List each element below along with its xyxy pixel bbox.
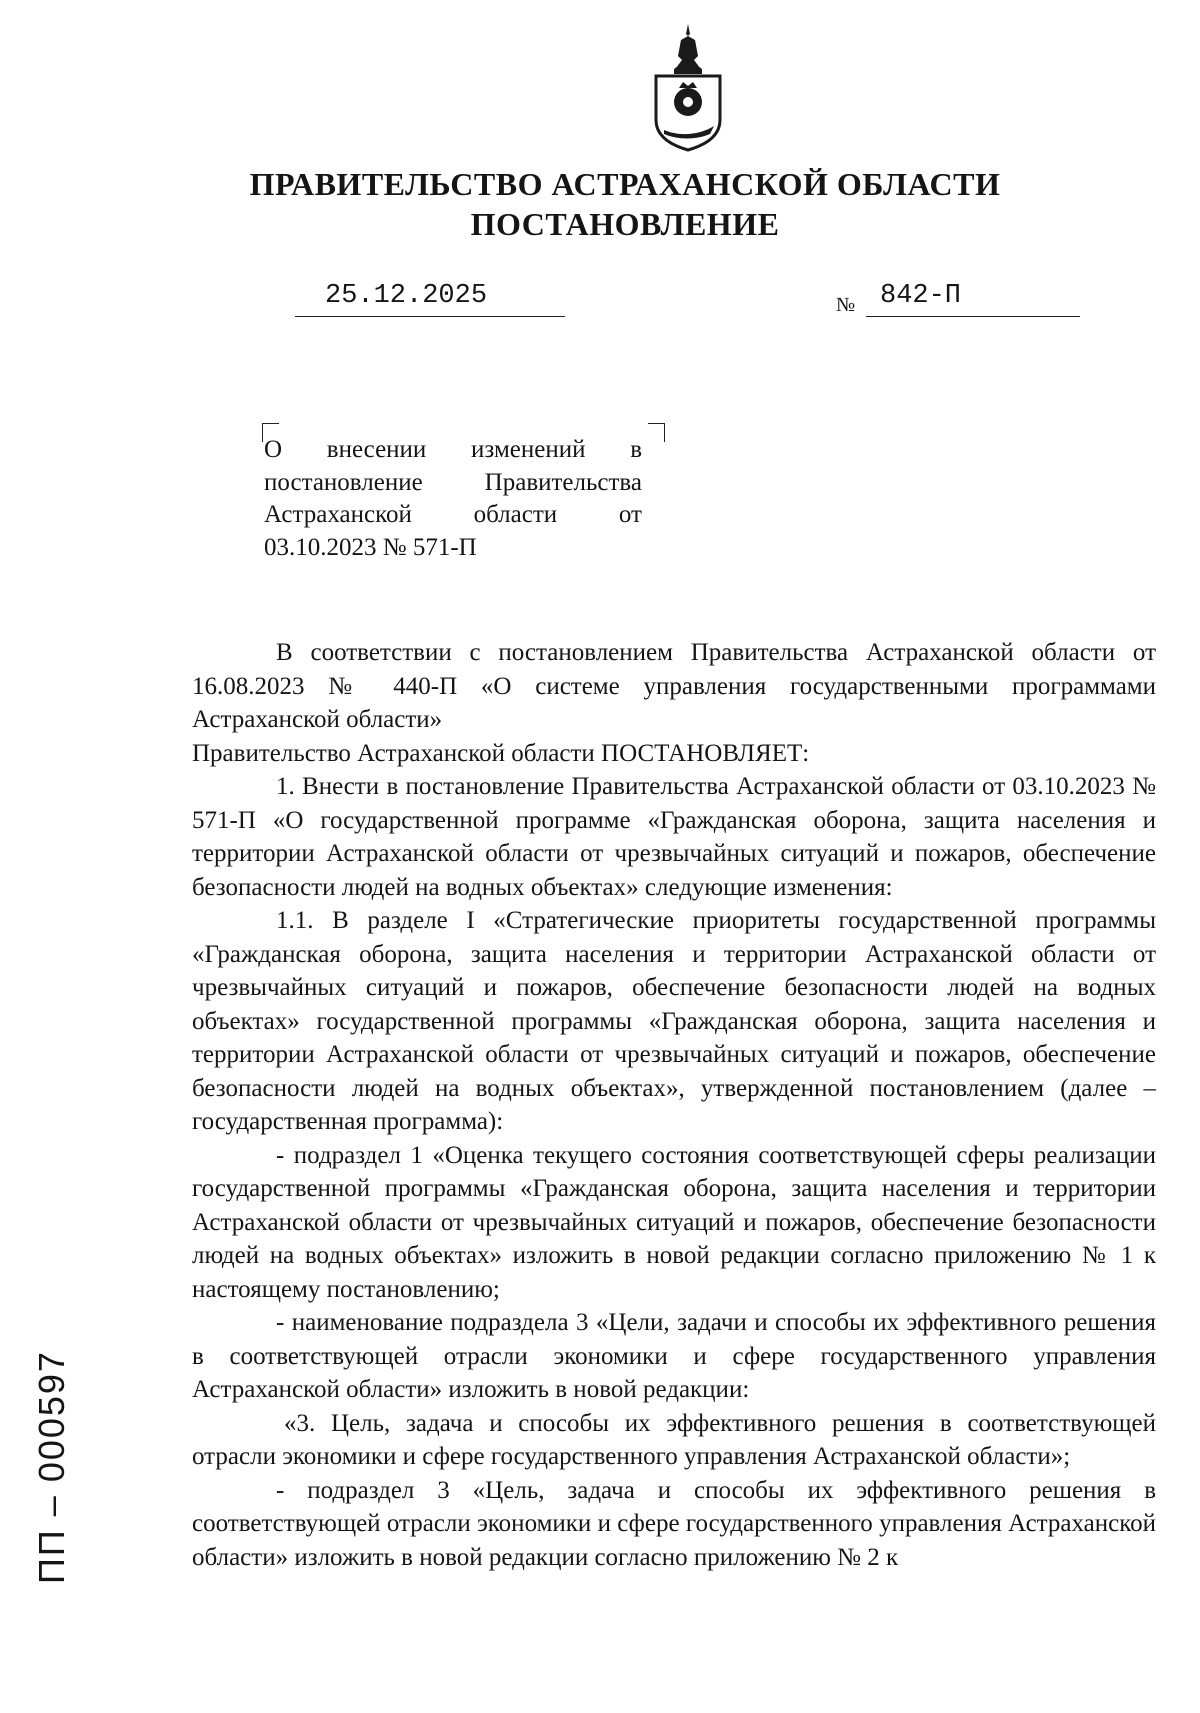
body-paragraph: «3. Цель, задача и способы их эффективного решения в соответствующей отрасли экономики и сфере государственного управления Астраханской области»; xyxy=(192,1409,1156,1470)
document-subject: О внесении изменений в постановление Правительства Астраханской области от 03.10.2023 № 571-П xyxy=(264,436,642,561)
document-number: 842-П xyxy=(880,281,962,311)
body-paragraph: - подраздел 1 «Оценка текущего состояния соответствующей сферы реализации государственной программы «Гражданская оборона, защита населения и территории Астраханской области от чрезвычайных ситуаций и пожаров, обеспечение безопасности людей на водных объектах» изложить в новой редакции согласно приложению № 1 к настоящему постановлению; xyxy=(192,1141,1156,1303)
body-paragraph: - подраздел 3 «Цель, задача и способы их эффективного решения в соответствующей отрасли экономики и сфере государственного управления Астраханской области» изложить в новой редакции согласно приложению № 2 к xyxy=(192,1476,1156,1571)
document-date: 25.12.2025 xyxy=(325,281,488,311)
coat-of-arms-icon xyxy=(648,22,728,154)
registration-stamp xyxy=(28,1342,76,1592)
document-type: ПОСТАНОВЛЕНИЕ xyxy=(470,206,780,242)
body-paragraph: 1.1. В разделе I «Стратегические приоритеты государственной программы «Гражданская оборона, защита населения и территории Астраханской области от чрезвычайных ситуаций и пожаров, обеспечение безопасности людей на водных объектах» государственной программы «Гражданская оборона, защита населения и территории Астраханской области от чрезвычайных ситуаций и пожаров, обеспечение безопасности людей на водных объектах», утвержденной постановлением (далее – государственная программа): xyxy=(192,907,1156,1135)
body-paragraph: Правительство Астраханской области ПОСТАНОВЛЯЕТ: xyxy=(192,739,810,767)
number-sign: № xyxy=(836,294,856,316)
government-title: ПРАВИТЕЛЬСТВО АСТРАХАНСКОЙ ОБЛАСТИ xyxy=(249,166,1001,202)
body-paragraph: В соответствии с постановлением Правительства Астраханской области от 16.08.2023 № 440-П «О системе управления государственными программами Астраханской области» xyxy=(192,639,1156,733)
date-field xyxy=(295,280,565,317)
document-body xyxy=(192,636,1156,1574)
subject-bracket-right xyxy=(648,423,665,442)
body-paragraph: - наименование подраздела 3 «Цели, задачи и способы их эффективного решения в соответствующей отрасли экономики и сфере государственного управления Астраханской области» изложить в новой редакции: xyxy=(192,1309,1156,1403)
registration-number: ПП – 000597 xyxy=(31,1350,72,1584)
number-field xyxy=(866,280,1080,317)
body-paragraph: 1. Внести в постановление Правительства Астраханской области от 03.10.2023 № 571-П «О государственной программе «Гражданская оборона, защита населения и территории Астраханской области от чрезвычайных ситуаций и пожаров, обеспечение безопасности людей на водных объектах» следующие изменения: xyxy=(192,773,1156,901)
